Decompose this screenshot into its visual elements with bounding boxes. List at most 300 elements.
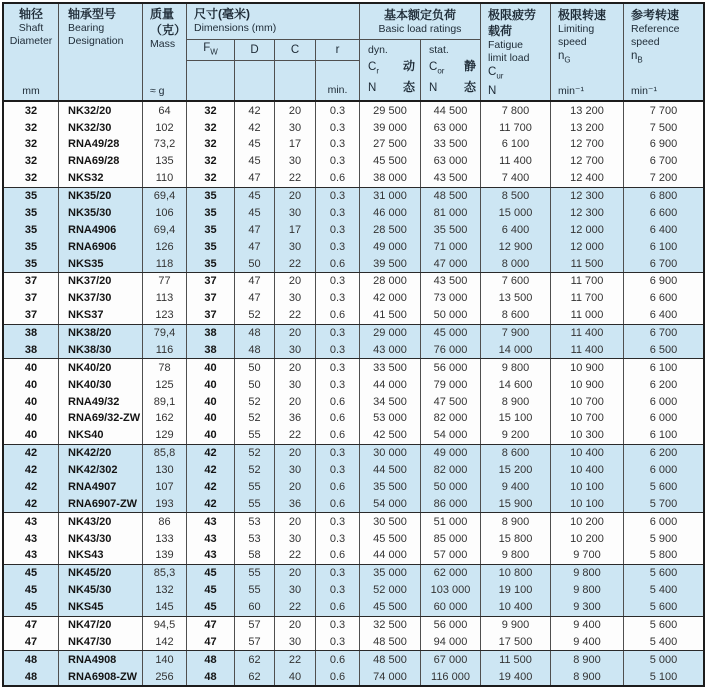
c-symbol: C [290,44,300,56]
fatigue-load-cell: 15 000 [481,205,551,222]
reference-speed-cell: 5 100 [649,670,678,683]
r-cell: 0.3 [316,205,360,222]
fatigue-load-cell: 7 800 [481,102,551,119]
diameter-group [4,102,703,186]
dyn-load-cell: 54 000 [360,495,421,512]
reference-speed-cell: 5 800 [649,549,678,562]
designation-label-cn: 轴承型号 [68,7,117,21]
shaft-diameter-cell: 40 [4,376,59,393]
c-cell: 30 [275,153,316,170]
header-fatigue-load [481,4,551,100]
fw-cell: 35 [187,238,235,255]
mass-cell: 78 [143,359,187,376]
mass-cell: 130 [143,462,187,479]
limiting-speed-cell: 10 200 [551,530,624,547]
limiting-speed-cell: 10 100 [551,479,624,496]
diameter-group [4,272,703,324]
limiting-speed-cell: 9 300 [551,599,624,616]
d-cell: 52 [235,462,275,479]
r-cell: 0.6 [316,495,360,512]
fw-cell: 43 [187,530,235,547]
dyn-load-cell: 30 000 [360,445,421,462]
fatigue-load-cell: 15 800 [481,530,551,547]
shaft-diameter-cell: 35 [4,238,59,255]
mass-cell: 73,2 [143,136,187,153]
table-row [4,359,703,376]
dyn-label: dyn. [368,44,388,56]
dyn-load-cell: 31 000 [360,188,421,205]
c-cell: 22 [275,170,316,187]
mass-cell: 106 [143,205,187,222]
diameter-group [4,324,703,359]
d-symbol: D [250,44,259,56]
fw-cell: 45 [187,582,235,599]
fw-cell: 35 [187,255,235,272]
table-row [4,410,703,427]
designation-cell: NK43/20 [59,513,143,530]
fatigue-load-cell: 6 400 [481,221,551,238]
fatigue-load-cell: 9 200 [481,427,551,444]
limiting-speed-cell: 10 400 [551,445,624,462]
shaft-diameter-label-en2: Diameter [9,35,53,47]
nb-subscript: B [637,55,643,65]
table-row [4,238,703,255]
reference-speed-cell: 6 200 [649,378,678,391]
d-cell: 53 [235,530,275,547]
c-cell: 22 [275,307,316,324]
fw-cell: 38 [187,342,235,359]
table-row [4,102,703,119]
designation-cell: NKS37 [59,307,143,324]
reference-label-en1: Reference [631,23,680,35]
fw-cell: 37 [187,290,235,307]
table-row [4,119,703,136]
limiting-speed-cell: 10 100 [551,495,624,512]
limiting-speed-cell: 10 300 [551,427,624,444]
stat-load-cell: 63 000 [421,153,481,170]
stat-load-cell: 56 000 [421,617,481,634]
fw-cell: 48 [187,668,235,685]
dyn-load-cell: 29 500 [360,102,421,119]
reference-speed-cell: 6 100 [649,429,678,442]
fatigue-load-cell: 9 800 [481,547,551,564]
c-cell: 20 [275,565,316,582]
table-row [4,136,703,153]
limiting-speed-cell: 9 400 [551,633,624,650]
header-r [316,40,360,61]
d-cell: 47 [235,290,275,307]
dyn-load-cell: 33 500 [360,359,421,376]
mass-cell: 118 [143,255,187,272]
reference-speed-cell: 6 600 [649,206,678,219]
designation-cell: NK38/30 [59,342,143,359]
limiting-speed-cell: 10 200 [551,513,624,530]
fatigue-load-cell: 13 500 [481,290,551,307]
shaft-diameter-cell: 43 [4,547,59,564]
c-cell: 17 [275,136,316,153]
fw-cell: 32 [187,102,235,119]
fatigue-load-cell: 8 900 [481,513,551,530]
fw-cell: 42 [187,495,235,512]
d-cell: 55 [235,427,275,444]
shaft-diameter-cell: 43 [4,530,59,547]
fw-cell: 43 [187,547,235,564]
designation-cell: NK47/20 [59,617,143,634]
d-cell: 52 [235,445,275,462]
shaft-diameter-cell: 42 [4,495,59,512]
fatigue-label-en2: limit load [488,52,530,64]
header-spacer [275,61,316,100]
r-cell: 0.3 [316,119,360,136]
shaft-diameter-cell: 35 [4,205,59,222]
r-min-label: min. [327,84,348,97]
limiting-speed-cell: 11 700 [551,290,624,307]
dyn-label-cn1: 动 [402,59,415,73]
shaft-diameter-cell: 47 [4,617,59,634]
designation-cell: NKS43 [59,547,143,564]
limiting-speed-cell: 12 300 [551,205,624,222]
fw-cell: 35 [187,221,235,238]
designation-cell: NK42/302 [59,462,143,479]
r-cell: 0.3 [316,153,360,170]
d-cell: 48 [235,325,275,342]
dyn-load-cell: 41 500 [360,307,421,324]
c-cell: 20 [275,479,316,496]
basic-load-label-cn: 基本额定负荷 [383,8,456,22]
fatigue-load-cell: 6 100 [481,136,551,153]
shaft-diameter-cell: 38 [4,342,59,359]
dyn-load-cell: 30 500 [360,513,421,530]
designation-cell: NK40/30 [59,376,143,393]
table-row [4,565,703,582]
shaft-diameter-cell: 45 [4,565,59,582]
stat-load-cell: 56 000 [421,359,481,376]
dyn-load-cell: 39 000 [360,119,421,136]
limiting-label-cn: 极限转速 [558,8,607,22]
shaft-diameter-cell: 38 [4,325,59,342]
dyn-load-cell: 32 500 [360,617,421,634]
fatigue-load-cell: 17 500 [481,633,551,650]
reference-speed-cell: 5 400 [649,635,678,648]
dyn-load-cell: 44 000 [360,376,421,393]
reference-speed-cell: 6 600 [649,292,678,305]
c-cell: 22 [275,547,316,564]
limiting-speed-cell: 11 400 [551,342,624,359]
mass-cell: 85,8 [143,445,187,462]
r-cell: 0.3 [316,273,360,290]
fatigue-load-cell: 11 700 [481,119,551,136]
header-fw [187,40,235,61]
reference-speed-cell: 6 700 [649,155,678,168]
designation-cell: NKS32 [59,170,143,187]
fatigue-load-cell: 10 800 [481,565,551,582]
d-cell: 52 [235,307,275,324]
limiting-speed-cell: 9 400 [551,617,624,634]
d-cell: 45 [235,188,275,205]
reference-speed-cell: 6 700 [649,257,678,270]
mass-cell: 110 [143,170,187,187]
cr-subscript: r [376,66,379,76]
header-designation [59,4,143,100]
stat-load-cell: 71 000 [421,238,481,255]
mass-cell: 162 [143,410,187,427]
basic-load-label-en: Basic load ratings [378,23,462,35]
designation-cell: NK42/20 [59,445,143,462]
dyn-unit: N [368,82,377,95]
table-row [4,479,703,496]
limiting-speed-cell: 10 900 [551,376,624,393]
limiting-speed-cell: 11 700 [551,273,624,290]
dyn-load-cell: 45 500 [360,599,421,616]
table-row [4,342,703,359]
r-cell: 0.3 [316,102,360,119]
mass-cell: 113 [143,290,187,307]
d-cell: 57 [235,617,275,634]
stat-load-cell: 57 000 [421,547,481,564]
mass-cell: 79,4 [143,325,187,342]
stat-load-cell: 82 000 [421,410,481,427]
d-cell: 60 [235,599,275,616]
designation-cell: NK32/30 [59,119,143,136]
reference-label-en2: speed [631,36,660,48]
limiting-speed-cell: 10 400 [551,462,624,479]
fw-cell: 37 [187,273,235,290]
header-stat-load [421,40,481,100]
cur-symbol: C [488,66,497,78]
stat-load-cell: 35 500 [421,221,481,238]
r-cell: 0.6 [316,547,360,564]
stat-load-cell: 85 000 [421,530,481,547]
c-cell: 30 [275,205,316,222]
c-cell: 30 [275,530,316,547]
fatigue-load-cell: 7 400 [481,170,551,187]
limiting-speed-cell: 12 700 [551,136,624,153]
mass-cell: 107 [143,479,187,496]
limiting-speed-cell: 13 200 [551,102,624,119]
mass-cell: 193 [143,495,187,512]
c-cell: 20 [275,273,316,290]
r-cell: 0.6 [316,170,360,187]
dyn-load-cell: 44 500 [360,462,421,479]
fw-cell: 37 [187,307,235,324]
stat-load-cell: 43 500 [421,170,481,187]
reference-speed-cell: 6 400 [649,223,678,236]
designation-cell: NKS35 [59,255,143,272]
d-cell: 47 [235,170,275,187]
fw-cell: 32 [187,136,235,153]
limiting-label-en2: speed [558,36,587,48]
table-body [4,102,703,685]
d-cell: 58 [235,547,275,564]
fatigue-load-cell: 11 500 [481,651,551,668]
fw-cell: 47 [187,617,235,634]
dimensions-label-en: Dimensions (mm) [194,22,277,34]
dyn-load-cell: 48 500 [360,633,421,650]
table-row [4,445,703,462]
limiting-speed-cell: 9 800 [551,565,624,582]
c-cell: 36 [275,495,316,512]
reference-speed-cell: 6 100 [649,361,678,374]
r-cell: 0.6 [316,393,360,410]
c-cell: 20 [275,102,316,119]
stat-load-cell: 67 000 [421,651,481,668]
designation-cell: NK32/20 [59,102,143,119]
reference-speed-cell: 6 000 [649,412,678,425]
diameter-group [4,444,703,513]
r-cell: 0.3 [316,633,360,650]
r-cell: 0.3 [316,617,360,634]
reference-speed-cell: 7 500 [649,121,678,134]
mass-cell: 77 [143,273,187,290]
shaft-diameter-cell: 45 [4,582,59,599]
d-cell: 50 [235,376,275,393]
table-row [4,651,703,668]
mass-cell: 135 [143,153,187,170]
mass-cell: 69,4 [143,221,187,238]
table-row [4,188,703,205]
r-cell: 0.3 [316,136,360,153]
table-row [4,427,703,444]
shaft-diameter-cell: 40 [4,393,59,410]
r-cell: 0.6 [316,307,360,324]
fw-cell: 42 [187,479,235,496]
table-row [4,325,703,342]
stat-label-cn1: 静 [463,59,476,73]
fatigue-load-cell: 10 400 [481,599,551,616]
c-cell: 30 [275,342,316,359]
designation-cell: NKS45 [59,599,143,616]
table-row [4,530,703,547]
reference-unit: min⁻¹ [631,85,657,98]
designation-cell: NK47/30 [59,633,143,650]
limiting-speed-cell: 10 900 [551,359,624,376]
c-cell: 30 [275,119,316,136]
fw-cell: 43 [187,513,235,530]
stat-load-cell: 81 000 [421,205,481,222]
stat-load-cell: 86 000 [421,495,481,512]
fw-cell: 48 [187,651,235,668]
stat-load-cell: 49 000 [421,445,481,462]
reference-label-cn: 参考转速 [631,8,680,22]
dyn-load-cell: 45 500 [360,530,421,547]
mass-cell: 85,3 [143,565,187,582]
limiting-speed-cell: 12 400 [551,170,624,187]
table-row [4,668,703,685]
limiting-unit: min⁻¹ [558,85,584,98]
dyn-load-cell: 53 000 [360,410,421,427]
mass-cell: 145 [143,599,187,616]
r-cell: 0.3 [316,238,360,255]
d-cell: 62 [235,651,275,668]
shaft-diameter-cell: 32 [4,102,59,119]
diameter-group [4,187,703,272]
dyn-load-cell: 42 500 [360,427,421,444]
shaft-diameter-cell: 35 [4,221,59,238]
designation-cell: NK35/30 [59,205,143,222]
dyn-load-cell: 28 500 [360,221,421,238]
cor-subscript: or [437,66,445,76]
dyn-load-cell: 49 000 [360,238,421,255]
c-cell: 22 [275,599,316,616]
fatigue-load-cell: 8 900 [481,393,551,410]
fw-cell: 38 [187,325,235,342]
r-cell: 0.3 [316,513,360,530]
reference-speed-cell: 5 900 [649,532,678,545]
diameter-group [4,564,703,616]
d-cell: 52 [235,393,275,410]
diameter-group [4,358,703,443]
fatigue-load-cell: 8 600 [481,445,551,462]
stat-load-cell: 33 500 [421,136,481,153]
c-cell: 20 [275,359,316,376]
fw-cell: 40 [187,410,235,427]
fatigue-load-cell: 12 900 [481,238,551,255]
stat-load-cell: 62 000 [421,565,481,582]
d-cell: 47 [235,273,275,290]
d-cell: 47 [235,238,275,255]
ng-subscript: G [564,55,571,65]
mass-cell: 64 [143,102,187,119]
designation-cell: RNA69/28 [59,153,143,170]
shaft-diameter-cell: 40 [4,410,59,427]
reference-speed-cell: 7 700 [649,104,678,117]
r-cell: 0.6 [316,479,360,496]
header-basic-load [360,4,481,40]
r-cell: 0.6 [316,427,360,444]
reference-speed-cell: 5 000 [649,653,678,666]
c-cell: 40 [275,668,316,685]
fatigue-load-cell: 7 900 [481,325,551,342]
shaft-diameter-cell: 32 [4,153,59,170]
stat-load-cell: 60 000 [421,599,481,616]
dyn-label-cn2: 态 [402,80,415,95]
fatigue-load-cell: 8 000 [481,255,551,272]
c-cell: 30 [275,238,316,255]
designation-cell: NK43/30 [59,530,143,547]
header-dyn-load [360,40,421,100]
cor-symbol: C [429,61,438,73]
r-cell: 0.6 [316,651,360,668]
shaft-diameter-cell: 32 [4,119,59,136]
table-row [4,205,703,222]
shaft-diameter-cell: 42 [4,462,59,479]
r-cell: 0.3 [316,462,360,479]
designation-label-en1: Bearing [68,22,105,34]
stat-load-cell: 116 000 [421,668,481,685]
table-row [4,255,703,272]
c-cell: 30 [275,376,316,393]
table-row [4,290,703,307]
designation-cell: NK45/20 [59,565,143,582]
reference-speed-cell: 5 400 [649,584,678,597]
reference-speed-cell: 6 900 [649,275,678,288]
designation-cell: RNA4908 [59,651,143,668]
c-cell: 20 [275,445,316,462]
c-cell: 36 [275,410,316,427]
dyn-load-cell: 46 000 [360,205,421,222]
fatigue-load-cell: 19 100 [481,582,551,599]
dyn-load-cell: 43 000 [360,342,421,359]
shaft-diameter-cell: 48 [4,651,59,668]
reference-speed-cell: 6 900 [649,138,678,151]
fatigue-label-cn1: 极限疲劳 [488,8,537,22]
mass-cell: 142 [143,633,187,650]
designation-cell: RNA6906 [59,238,143,255]
table-row [4,376,703,393]
header-limiting-speed [551,4,624,100]
designation-cell: NK35/20 [59,188,143,205]
reference-speed-cell: 5 700 [649,497,678,510]
